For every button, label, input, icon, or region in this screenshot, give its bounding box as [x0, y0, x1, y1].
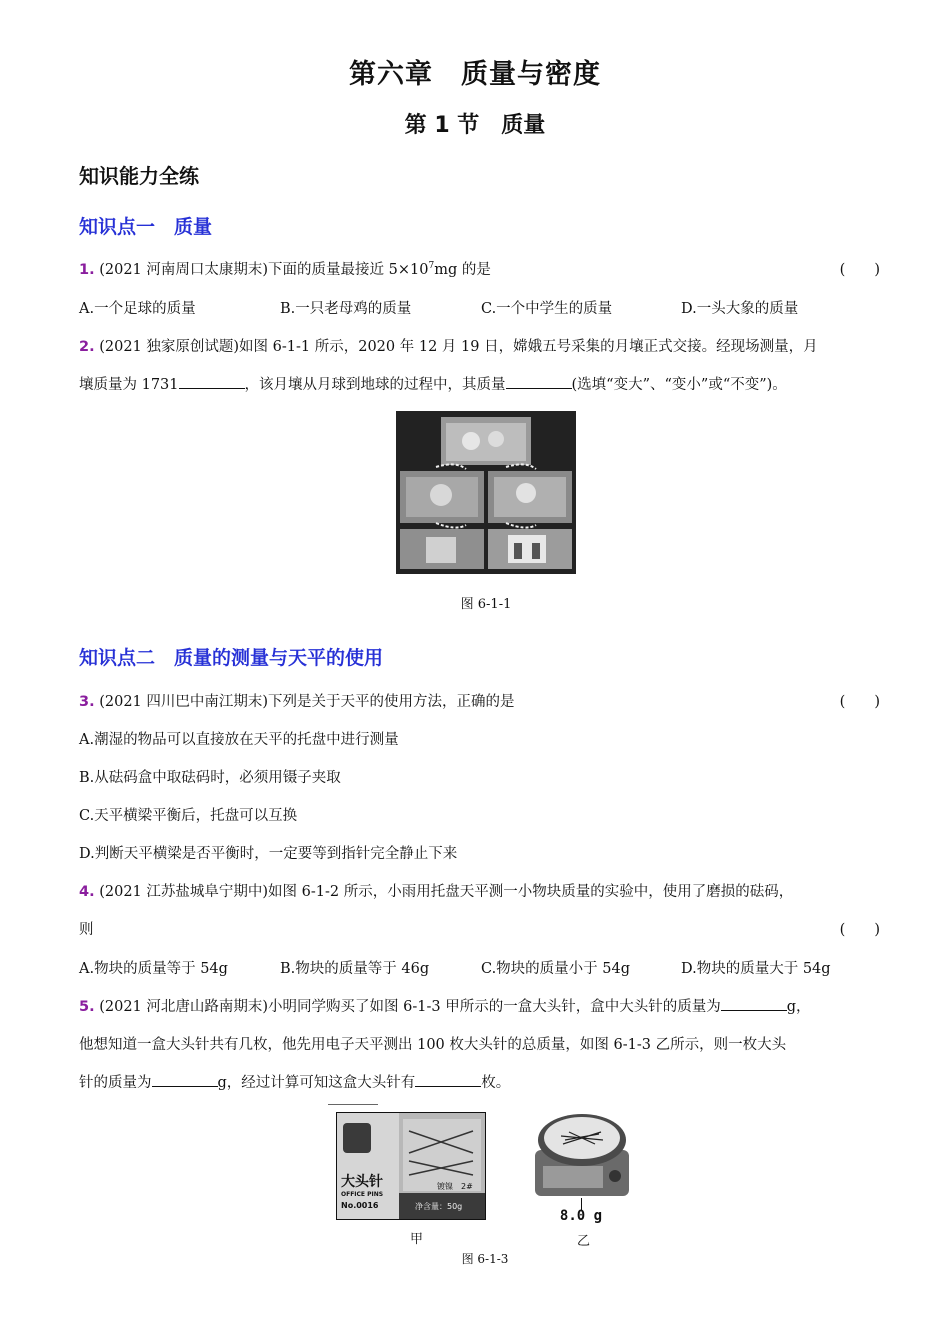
figure-6-1-1-photo [396, 411, 576, 574]
question-text: 壤质量为 1731 [79, 377, 179, 393]
option-a: A.物块的质量等于 54g [79, 961, 228, 977]
question-text: (2021 河南周口太康期末)下面的质量最接近 5×10 [99, 262, 429, 278]
option-a: A.潮湿的物品可以直接放在天平的托盘中进行测量 [79, 732, 399, 748]
answer-parentheses: ( ) [839, 694, 880, 710]
question-2 [79, 335, 818, 356]
question-4 [79, 880, 793, 901]
question-1 [79, 258, 491, 279]
chapter-title: 第六章 质量与密度 [349, 59, 601, 90]
question-text: (2021 江苏盐城阜宁期中)如图 6-1-2 所示，小雨用托盘天平测一小物块质量的实验中，使用了磨损的砝码， [99, 884, 794, 900]
pin-box-image [336, 1112, 486, 1220]
answer-blank[interactable] [152, 1074, 218, 1087]
question-5 [79, 995, 811, 1016]
option-d: D.判断天平横梁是否平衡时，一定要等到指针完全静止下来 [79, 846, 458, 862]
option-c: C.物块的质量小于 54g [481, 961, 631, 977]
knowledge-point-1-heading: 知识点一 质量 [79, 216, 213, 238]
divider-line [328, 1104, 378, 1105]
figure-caption: 图 6-1-3 [461, 1252, 509, 1266]
scale-reading: 8.0 g [559, 1208, 603, 1224]
option-b: B.一只老母鸡的质量 [280, 301, 412, 317]
box-brand-label: 大头针 [341, 1174, 383, 1190]
answer-blank[interactable] [415, 1074, 481, 1087]
option-c: C.天平横梁平衡后，托盘可以互换 [79, 808, 298, 824]
question-3 [79, 690, 515, 711]
box-spec-label: 镀镍 2# [437, 1182, 473, 1191]
answer-blank[interactable] [506, 376, 572, 389]
question-number: 1. [79, 262, 95, 278]
question-text: (2021 独家原创试题)如图 6-1-1 所示，2020 年 12 月 19 日，嫦娥五号采集的月壤正式交接。经现场测量，月 [99, 339, 818, 355]
option-a: A.一个足球的质量 [79, 301, 196, 317]
box-english-label: OFFICE PINS [341, 1191, 384, 1198]
option-c: C.一个中学生的质量 [481, 301, 613, 317]
question-text-end: mg 的是 [434, 262, 491, 278]
question-text: 枚。 [481, 1075, 511, 1091]
question-text: g， [786, 999, 811, 1015]
electronic-scale-graphic [533, 1110, 631, 1198]
question-2-line-2 [79, 373, 787, 394]
answer-parentheses: ( ) [839, 922, 880, 938]
question-text: (选填“变大”、“变小”或“不变”)。 [571, 377, 787, 393]
label-yi: 乙 [577, 1234, 591, 1249]
answer-blank[interactable] [179, 376, 245, 389]
question-text: (2021 河北唐山路南期末)小明同学购买了如图 6-1-3 甲所示的一盒大头针，盒中大头针的质量为 [99, 999, 721, 1015]
question-text: (2021 四川巴中南江期末)下列是关于天平的使用方法，正确的是 [99, 694, 515, 710]
exponent: 7 [428, 261, 435, 272]
practice-heading: 知识能力全练 [79, 164, 199, 188]
lunar-sample-collage [396, 411, 576, 574]
question-5-line-3 [79, 1071, 510, 1092]
box-net-content-label: 净含量：50g [415, 1202, 463, 1211]
section-title: 第 1 节 质量 [404, 113, 546, 138]
answer-parentheses: ( ) [839, 262, 880, 278]
question-text: g，经过计算可知这盒大头针有 [217, 1075, 416, 1091]
option-d: D.一头大象的质量 [681, 301, 799, 317]
box-number-label: No.0016 [341, 1201, 379, 1210]
question-5-line-2: 他想知道一盒大头针共有几枚，他先用电子天平测出 100 枚大头针的总质量，如图 6-1-3 乙所示，则一枚大头 [79, 1037, 787, 1053]
question-number: 2. [79, 339, 95, 355]
question-number: 3. [79, 694, 95, 710]
question-number: 5. [79, 999, 95, 1015]
question-number: 4. [79, 884, 95, 900]
option-b: B.物块的质量等于 46g [280, 961, 430, 977]
knowledge-point-2-heading: 知识点二 质量的测量与天平的使用 [79, 647, 384, 669]
question-text: ，该月壤从月球到地球的过程中，其质量 [244, 377, 506, 393]
question-4-line-2: 则 [79, 922, 94, 938]
question-text: 针的质量为 [79, 1075, 152, 1091]
answer-blank[interactable] [721, 998, 787, 1011]
electronic-scale-image [533, 1110, 631, 1198]
label-jia: 甲 [410, 1232, 424, 1247]
figure-caption: 图 6-1-1 [460, 597, 512, 612]
option-d: D.物块的质量大于 54g [681, 961, 831, 977]
option-b: B.从砝码盒中取砝码时，必须用镊子夹取 [79, 770, 341, 786]
